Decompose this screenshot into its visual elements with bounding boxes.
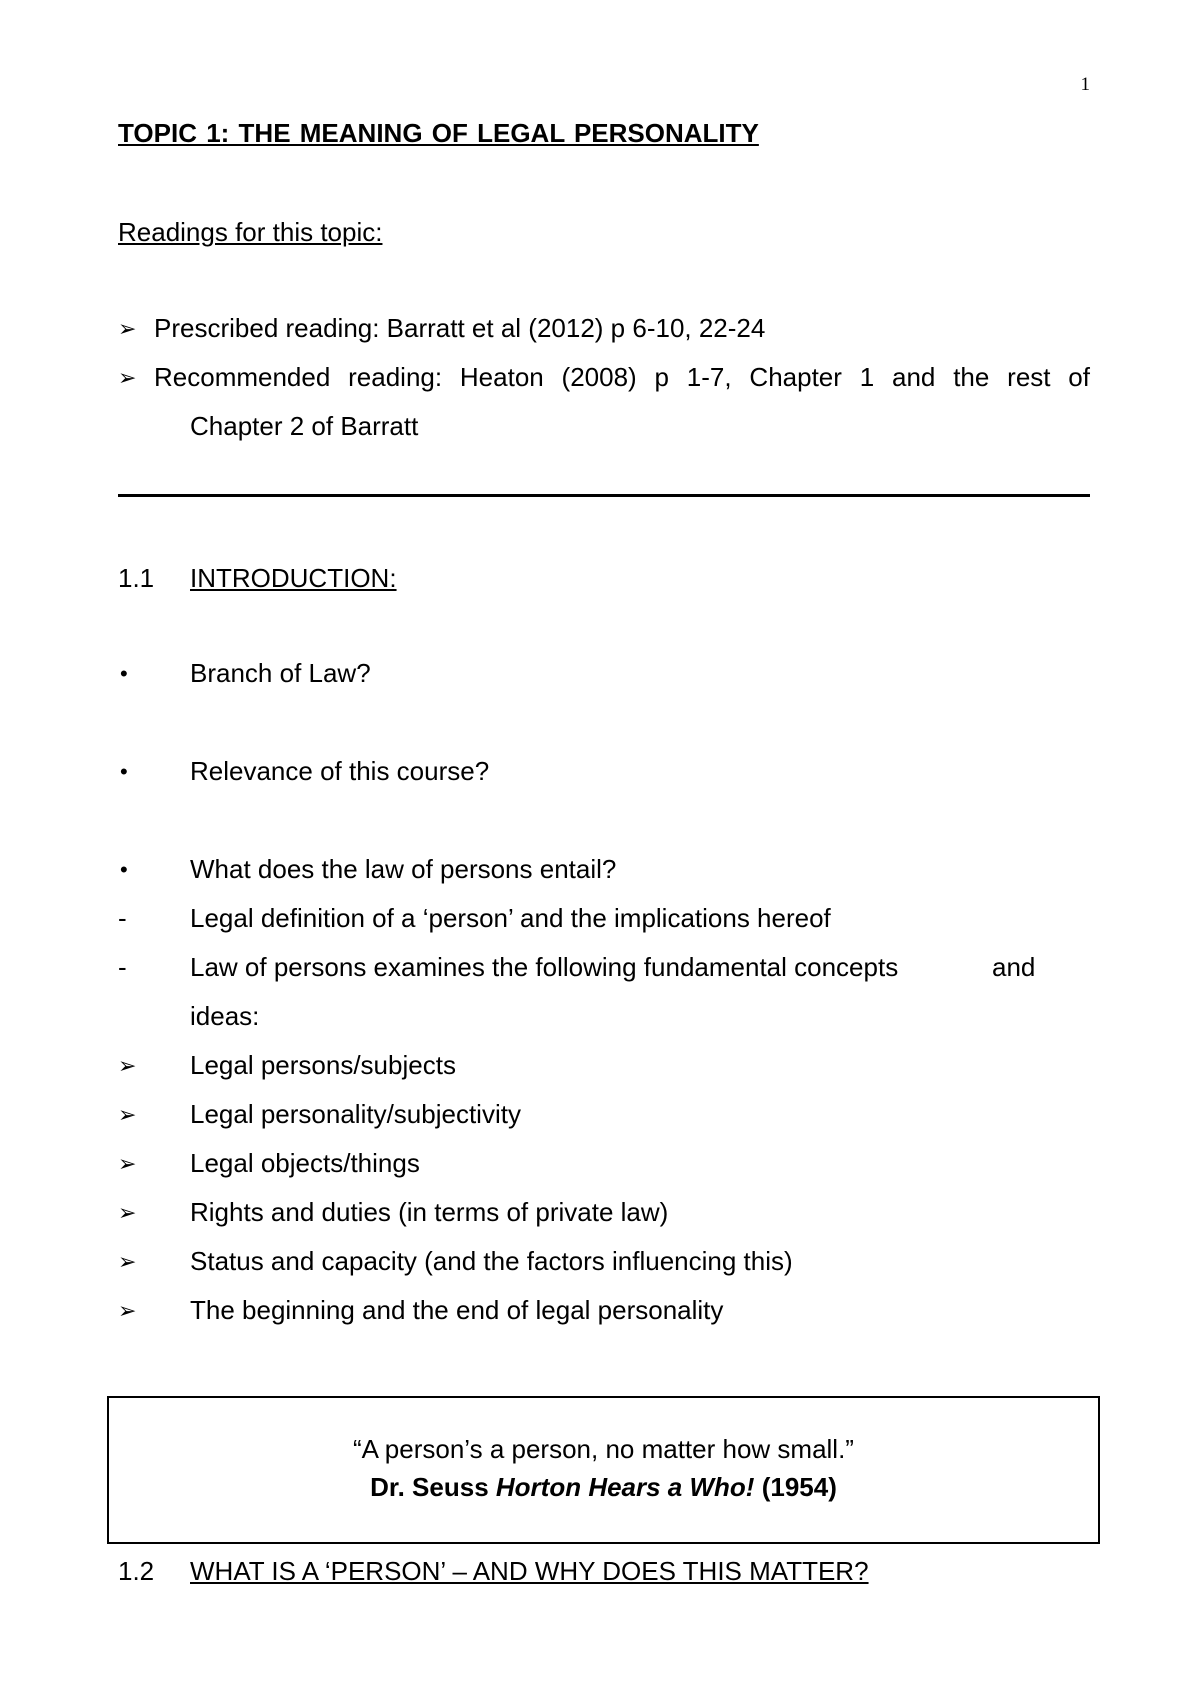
arrow-bullet-icon: ➢ — [118, 1249, 137, 1274]
quote-year: (1954) — [761, 1472, 837, 1502]
section-number: 1.1 — [118, 563, 155, 593]
list-item-text: Legal persons/subjects — [190, 1050, 456, 1080]
list-item-text: Relevance of this course? — [190, 756, 490, 786]
arrow-bullet-icon: ➢ — [118, 1053, 137, 1078]
topic-title: TOPIC 1: THE MEANING OF LEGAL PERSONALITY — [118, 118, 759, 148]
list-item-text: Law of persons examines the following fundamental concepts — [190, 952, 899, 982]
recommended-reading: Recommended reading: Heaton (2008) p 1-7, Chapter 1 and the rest of — [154, 362, 1090, 392]
list-item-text: What does the law of persons entail? — [190, 854, 617, 884]
list-item-text: Rights and duties (in terms of private law) — [190, 1197, 669, 1227]
list-item-text: Legal objects/things — [190, 1148, 420, 1178]
quote-box — [107, 1396, 1100, 1544]
quote-attribution — [109, 1472, 1098, 1503]
list-item-continuation: ideas: — [190, 1001, 260, 1031]
readings-heading: Readings for this topic: — [118, 217, 383, 247]
arrow-bullet-icon: ➢ — [118, 1151, 137, 1176]
list-item-text-tail: and — [992, 952, 1036, 982]
quote-text: “A person’s a person, no matter how small.” — [353, 1434, 854, 1464]
reading-item — [118, 304, 1090, 353]
arrow-bullet-icon: ➢ — [118, 316, 137, 341]
list-item-text: Branch of Law? — [190, 658, 371, 688]
list-item-text: Legal definition of a ‘person’ and the implications hereof — [190, 903, 831, 933]
section-title: INTRODUCTION: — [190, 563, 397, 593]
section-number: 1.2 — [118, 1556, 155, 1586]
bullet-icon: • — [120, 759, 128, 784]
arrow-bullet-icon: ➢ — [118, 1200, 137, 1225]
list-item-text: The beginning and the end of legal personality — [190, 1295, 724, 1325]
list-item-text: Legal personality/subjectivity — [190, 1099, 521, 1129]
dash-marker: - — [118, 952, 127, 982]
quote-work: Horton Hears a Who! — [495, 1472, 755, 1502]
list-item-text: Status and capacity (and the factors influencing this) — [190, 1246, 793, 1276]
horizontal-rule — [118, 494, 1090, 497]
arrow-bullet-icon: ➢ — [118, 365, 137, 390]
prescribed-reading: Prescribed reading: Barratt et al (2012) p 6-10, 22-24 — [154, 313, 766, 343]
arrow-bullet-icon: ➢ — [118, 1298, 137, 1323]
dash-marker: - — [118, 903, 127, 933]
page-number: 1 — [1080, 74, 1090, 95]
section-title: WHAT IS A ‘PERSON’ – AND WHY DOES THIS MATTER? — [190, 1556, 869, 1586]
bullet-icon: • — [120, 857, 128, 882]
recommended-reading-continuation: Chapter 2 of Barratt — [190, 411, 419, 441]
reading-item — [118, 353, 1090, 451]
arrow-bullet-icon: ➢ — [118, 1102, 137, 1127]
quote-author: Dr. Seuss — [370, 1472, 489, 1502]
bullet-icon: • — [120, 661, 128, 686]
